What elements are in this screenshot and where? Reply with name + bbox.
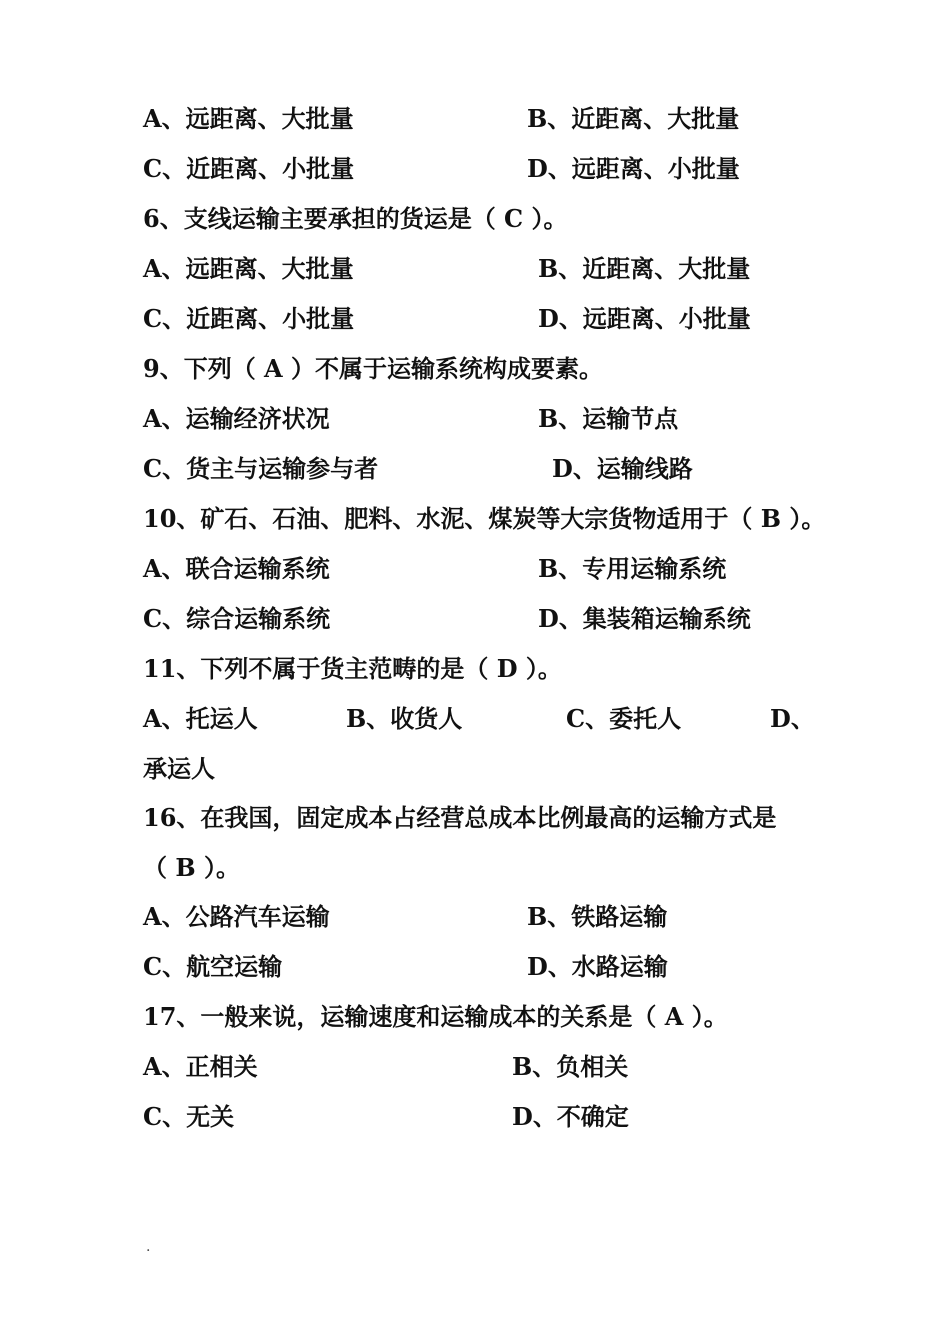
q17-option-a: A、正相关 <box>143 1052 258 1081</box>
q5-option-d: D、远距离、小批量 <box>527 154 740 183</box>
q9-question: 9、下列（ A ）不属于运输系统构成要素。 <box>143 354 604 383</box>
footer-mark: . <box>146 1239 151 1255</box>
q11-option-a: A、托运人 <box>143 704 258 733</box>
q11-option-b: B、收货人 <box>346 704 463 733</box>
q9-option-c: C、货主与运输参与者 <box>143 454 379 483</box>
q6-question: 6、支线运输主要承担的货运是（ C ）。 <box>143 204 568 233</box>
q10-question: 10、矿石、石油、肥料、水泥、煤炭等大宗货物适用于（ B ）。 <box>143 504 826 533</box>
q16-option-a: A、公路汽车运输 <box>143 902 330 931</box>
q11-question: 11、下列不属于货主范畴的是（ D ）。 <box>143 654 562 683</box>
q10-option-b: B、专用运输系统 <box>538 554 727 583</box>
q16-question: 16、在我国，固定成本占经营总成本比例最高的运输方式是 <box>143 803 777 832</box>
q17-option-b: B、负相关 <box>512 1052 629 1081</box>
q6-option-a: A、远距离、大批量 <box>143 254 354 283</box>
q11-option-c: C、委托人 <box>566 704 682 733</box>
q6-option-d: D、远距离、小批量 <box>538 304 751 333</box>
q10-option-a: A、联合运输系统 <box>143 554 330 583</box>
q16-option-c: C、航空运输 <box>143 952 283 981</box>
q11-option-d-continued: 承运人 <box>143 754 215 783</box>
q17-question: 17、一般来说，运输速度和运输成本的关系是（ A ）。 <box>143 1002 728 1031</box>
q17-option-d: D、不确定 <box>512 1102 629 1131</box>
q9-option-a: A、运输经济状况 <box>143 404 330 433</box>
q9-option-d: D、运输线路 <box>552 454 693 483</box>
q16-option-b: B、铁路运输 <box>527 902 668 931</box>
q6-option-c: C、近距离、小批量 <box>143 304 355 333</box>
q5-option-c: C、近距离、小批量 <box>143 154 355 183</box>
q11-option-d: D、 <box>770 704 815 733</box>
q10-option-c: C、综合运输系统 <box>143 604 331 633</box>
q16-question-continued: （ B ）。 <box>143 853 240 882</box>
q16-option-d: D、水路运输 <box>527 952 668 981</box>
q10-option-d: D、集装箱运输系统 <box>538 604 751 633</box>
q17-option-c: C、无关 <box>143 1102 235 1131</box>
q5-option-a: A、远距离、大批量 <box>143 104 354 133</box>
q5-option-b: B、近距离、大批量 <box>527 104 740 133</box>
q6-option-b: B、近距离、大批量 <box>538 254 751 283</box>
q9-option-b: B、运输节点 <box>538 404 679 433</box>
